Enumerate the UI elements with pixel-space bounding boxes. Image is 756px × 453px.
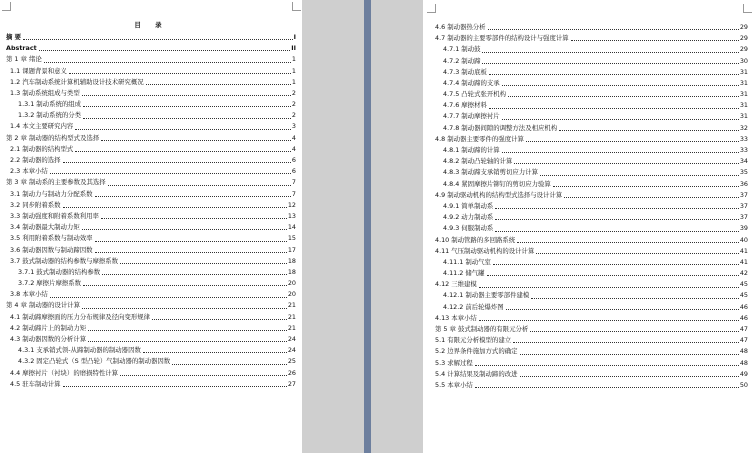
toc-entry[interactable]	[423, 112, 756, 123]
toc-entry-page: 37	[739, 213, 748, 222]
toc-entry-page: 12	[287, 200, 296, 209]
toc-entry[interactable]	[423, 134, 756, 145]
toc-entry[interactable]	[0, 222, 302, 233]
toc-entry-page: 4	[291, 133, 296, 142]
toc-entry-page: 36	[739, 179, 748, 188]
toc-dot-leader	[23, 39, 293, 40]
toc-dot-leader	[488, 29, 739, 30]
toc-entry-title: 4.8.1 制动蹄的计算	[443, 146, 500, 155]
toc-entry[interactable]	[0, 32, 302, 43]
toc-dot-leader	[520, 354, 739, 355]
toc-entry[interactable]	[423, 44, 756, 55]
toc-dot-leader	[83, 285, 287, 286]
toc-entry-page: 21	[287, 312, 296, 321]
toc-entry-title: 4.2 制动蹄片上的制动力矩	[10, 323, 87, 332]
toc-entry-title: 第 3 章 制动系的主要参数及其选择	[6, 178, 106, 187]
toc-entry-title: 3.7.2 摩擦片摩擦系数	[18, 279, 82, 288]
toc-entry[interactable]	[423, 291, 756, 302]
toc-dot-leader	[540, 175, 739, 176]
toc-entry-title: 4.4 摩擦衬片（衬块）的磨损特性计算	[10, 368, 119, 377]
toc-entry[interactable]	[0, 312, 302, 323]
toc-entry-page: 1	[291, 55, 296, 64]
toc-dot-leader	[63, 162, 291, 163]
toc-dot-leader	[82, 308, 287, 309]
toc-entry-title: 3.4 制动器最大制动力矩	[10, 223, 80, 232]
toc-entry-title: 3.7 鼓式制动器的结构参数与摩擦系数	[10, 256, 119, 265]
toc-entry[interactable]	[423, 346, 756, 357]
toc-dot-leader	[95, 241, 287, 242]
toc-entry[interactable]	[423, 324, 756, 335]
toc-entry-page: 29	[739, 22, 748, 31]
toc-entry-page: 37	[739, 201, 748, 210]
toc-dot-leader	[172, 364, 287, 365]
toc-entry[interactable]	[423, 235, 756, 246]
toc-entry-page: 45	[739, 291, 748, 300]
toc-entry[interactable]	[0, 110, 302, 121]
toc-entry-page: 13	[287, 211, 296, 220]
toc-entry-title: 1.3.1 制动系统的组成	[18, 100, 82, 109]
toc-page-right	[423, 0, 756, 453]
toc-entry[interactable]	[423, 33, 756, 44]
toc-entry-page: 20	[287, 290, 296, 299]
toc-entry-title: 1.3.2 制动系统的分类	[18, 111, 82, 120]
toc-entry-title: 4.7.6 摩擦材料	[443, 101, 487, 110]
toc-entry[interactable]	[423, 22, 756, 33]
toc-entry-title: 3.2 同步附着系数	[10, 200, 61, 209]
toc-entry[interactable]	[423, 201, 756, 212]
toc-entry-page: 31	[739, 78, 748, 87]
toc-entry-page: 1	[291, 77, 296, 86]
toc-entry-title: 1.4 本文主要研究内容	[10, 122, 74, 131]
toc-entry-title: 3.6 制动器因数与制动蹄因数	[10, 245, 93, 254]
toc-entry-page: 50	[739, 380, 748, 389]
toc-entry[interactable]	[0, 54, 302, 65]
toc-entry[interactable]	[0, 77, 302, 88]
crop-mark	[2, 2, 11, 11]
toc-entry-title: 5.5 本章小结	[435, 380, 473, 389]
toc-entry-page: I	[293, 32, 296, 41]
toc-entry-title: 4.11.2 储气罐	[443, 269, 485, 278]
toc-dot-leader	[508, 96, 739, 97]
toc-entry-title: 2.1 制动器的结构型式	[10, 144, 74, 153]
toc-entry-page: 14	[287, 223, 296, 232]
toc-dot-leader	[489, 108, 739, 109]
toc-entry-page: 20	[287, 279, 296, 288]
toc-entry-page: 18	[287, 267, 296, 276]
toc-dot-leader	[143, 352, 287, 353]
toc-dot-leader	[102, 274, 287, 275]
toc-dot-leader	[482, 63, 738, 64]
toc-entry[interactable]	[0, 356, 302, 367]
toc-dot-leader	[482, 52, 738, 53]
toc-entry-page: 35	[739, 168, 748, 177]
toc-entry[interactable]	[0, 144, 302, 155]
toc-entry[interactable]	[0, 233, 302, 244]
toc-dot-leader	[506, 309, 739, 310]
toc-entry-page: 41	[739, 257, 748, 266]
toc-entry-title: 4.11 气压制动驱动机构的设计计算	[435, 246, 535, 255]
toc-entry-page: 2	[291, 111, 296, 120]
toc-entry-page: 46	[739, 313, 748, 322]
toc-entry-title: 5.3 求解过程	[435, 358, 473, 367]
toc-entry-page: 32	[739, 123, 748, 132]
toc-dot-leader	[502, 152, 739, 153]
toc-dot-leader	[553, 186, 739, 187]
toc-entry-page: 27	[287, 379, 296, 388]
toc-entry[interactable]	[423, 358, 756, 369]
toc-entry-title: 4.7.3 制动底板	[443, 67, 487, 76]
toc-entry-title: 4.7.8 制动器间隙的调整方法及相应机构	[443, 123, 558, 132]
toc-dot-leader	[95, 252, 287, 253]
toc-entry-page: 33	[739, 134, 748, 143]
toc-entry-title: 4.8.3 制动蹄支承销剪切应力计算	[443, 168, 538, 177]
toc-entry[interactable]	[423, 179, 756, 190]
toc-entry[interactable]	[0, 66, 302, 77]
toc-dot-leader	[83, 118, 291, 119]
toc-entry-title: 4.7.2 制动蹄	[443, 56, 481, 65]
toc-entry-title: 3.7.1 鼓式制动器的结构参数	[18, 267, 101, 276]
toc-entry-page: 46	[739, 302, 748, 311]
toc-dot-leader	[50, 297, 287, 298]
toc-entry-page: 29	[739, 45, 748, 54]
toc-entry[interactable]	[0, 155, 302, 166]
toc-entry-page: 18	[287, 256, 296, 265]
toc-entry-title: 3.8 本章小结	[10, 290, 48, 299]
toc-entry-title: 3.5 利用附着系数与制动效率	[10, 234, 93, 243]
toc-entry-title: 2.2 制动器的选择	[10, 156, 61, 165]
toc-dot-leader	[75, 151, 291, 152]
toc-entry-title: Abstract	[6, 44, 37, 53]
toc-entry-title: 4.12.2 前后轮爆炸图	[443, 302, 504, 311]
crop-mark	[743, 4, 752, 13]
toc-entry-page: 39	[739, 224, 748, 233]
toc-entry[interactable]	[0, 368, 302, 379]
toc-entry-page: 7	[291, 178, 296, 187]
toc-entry-title: 1.2 汽车制动系统计算机辅助设计技术研究概况	[10, 77, 144, 86]
toc-entry-page: 2	[291, 100, 296, 109]
toc-entry-title: 4.8 制动器主要零件的强度计算	[435, 134, 524, 143]
toc-entry[interactable]	[423, 223, 756, 234]
toc-dot-leader	[44, 62, 291, 63]
toc-entry-title: 4.3 制动器因数的分析计算	[10, 335, 87, 344]
toc-entry-title: 3.1 制动力与制动力分配系数	[10, 189, 93, 198]
toc-entry[interactable]	[0, 379, 302, 390]
toc-dot-leader	[120, 263, 287, 264]
toc-dot-leader	[502, 119, 739, 120]
toc-list-right	[423, 22, 756, 391]
toc-entry-page: II	[291, 44, 296, 53]
toc-entry-title: 4.1 制动蹄摩擦面的压力分布规律及径向变形规律	[10, 312, 151, 321]
toc-entry-page: 31	[739, 67, 748, 76]
toc-entry-page: 24	[287, 335, 296, 344]
toc-entry-page: 48	[739, 347, 748, 356]
toc-entry-title: 4.7 制动器的主要零部件的结构设计与强度计算	[435, 34, 569, 43]
toc-entry-page: 24	[287, 346, 296, 355]
toc-entry[interactable]	[0, 133, 302, 144]
toc-dot-leader	[88, 330, 287, 331]
toc-entry-title: 4.7.4 制动蹄的支承	[443, 78, 500, 87]
toc-entry-page: 45	[739, 280, 748, 289]
toc-dot-leader	[82, 95, 291, 96]
toc-entry-page: 41	[739, 246, 748, 255]
toc-dot-leader	[514, 163, 738, 164]
toc-dot-leader	[495, 219, 739, 220]
toc-entry-title: 4.3.1 支承销式领-从蹄制动器的制动器因数	[18, 346, 141, 355]
toc-dot-leader	[101, 140, 291, 141]
toc-entry[interactable]	[0, 345, 302, 356]
toc-entry[interactable]	[423, 78, 756, 89]
toc-entry-title: 2.3 本章小结	[10, 167, 48, 176]
toc-dot-leader	[69, 73, 291, 74]
toc-entry-title: 第 1 章 绪论	[6, 55, 42, 64]
toc-entry-page: 2	[291, 88, 296, 97]
toc-entry[interactable]	[423, 56, 756, 67]
toc-entry-title: 4.5 驻车制动计算	[10, 379, 61, 388]
toc-dot-leader	[88, 341, 287, 342]
toc-entry[interactable]	[0, 99, 302, 110]
toc-entry-page: 42	[739, 269, 748, 278]
toc-entry-title: 3.3 制动强度和附着系数利用率	[10, 211, 99, 220]
toc-entry-title: 1.3 制动系统组成与类型	[10, 88, 80, 97]
toc-entry[interactable]	[423, 380, 756, 391]
toc-entry[interactable]	[423, 313, 756, 324]
toc-dot-leader	[479, 287, 739, 288]
toc-entry-page: 34	[739, 157, 748, 166]
toc-dot-leader	[75, 129, 291, 130]
toc-dot-leader	[146, 84, 291, 85]
toc-dot-leader	[63, 207, 287, 208]
toc-entry-page: 26	[287, 368, 296, 377]
toc-entry[interactable]	[0, 43, 302, 54]
toc-dot-leader	[493, 264, 739, 265]
toc-entry-title: 4.3.2 固定凸轮式（S 型凸轮）气制动器的制动器因数	[18, 357, 171, 366]
toc-entry[interactable]	[423, 89, 756, 100]
toc-entry-page: 4	[291, 144, 296, 153]
toc-page-left	[0, 0, 302, 453]
toc-entry[interactable]	[0, 267, 302, 278]
toc-dot-leader	[152, 319, 287, 320]
toc-entry[interactable]	[0, 301, 302, 312]
toc-entry-title: 摘 要	[6, 32, 22, 41]
toc-entry-page: 49	[739, 369, 748, 378]
toc-entry-title: 4.13 本章小结	[435, 313, 477, 322]
toc-dot-leader	[82, 229, 287, 230]
toc-dot-leader	[108, 185, 291, 186]
toc-entry[interactable]	[423, 67, 756, 78]
toc-entry[interactable]	[423, 190, 756, 201]
toc-entry-title: 5.4 计算结果及制动蹄的改进	[435, 369, 518, 378]
toc-entry[interactable]	[423, 167, 756, 178]
toc-dot-leader	[571, 40, 739, 41]
toc-dot-leader	[517, 242, 739, 243]
toc-entry-page: 1	[291, 66, 296, 75]
toc-dot-leader	[495, 208, 739, 209]
toc-entry-title: 4.9.3 伺服制动系	[443, 224, 494, 233]
toc-entry-page: 15	[287, 234, 296, 243]
toc-dot-leader	[95, 196, 291, 197]
toc-entry[interactable]	[0, 88, 302, 99]
toc-entry-title: 4.12 三维建模	[435, 280, 477, 289]
toc-entry[interactable]	[423, 100, 756, 111]
crop-mark	[427, 4, 436, 13]
toc-dot-leader	[520, 376, 739, 377]
toc-entry[interactable]	[0, 334, 302, 345]
toc-entry[interactable]	[423, 212, 756, 223]
toc-entry[interactable]	[423, 246, 756, 257]
toc-entry-page: 6	[291, 156, 296, 165]
toc-entry-title: 第 4 章 制动器的设计计算	[6, 301, 81, 310]
toc-entry[interactable]	[423, 335, 756, 346]
toc-dot-leader	[475, 365, 739, 366]
toc-dot-leader	[475, 387, 739, 388]
toc-entry-title: 4.7.5 凸轮式张开机构	[443, 90, 507, 99]
toc-entry-page: 47	[739, 336, 748, 345]
toc-dot-leader	[39, 50, 291, 51]
toc-entry[interactable]	[0, 189, 302, 200]
toc-entry-page: 21	[287, 323, 296, 332]
toc-entry[interactable]	[0, 245, 302, 256]
toc-dot-leader	[83, 106, 291, 107]
toc-entry-title: 第 2 章 制动器的结构型式及选择	[6, 133, 100, 142]
toc-entry-page: 6	[291, 167, 296, 176]
toc-entry-title: 5.1 有限元分析模型的建立	[435, 336, 512, 345]
toc-dot-leader	[495, 231, 739, 232]
toc-entry-title: 4.10 制动管路的多回路系统	[435, 235, 516, 244]
toc-entry[interactable]	[423, 369, 756, 380]
toc-entry-title: 4.9.1 简单制动系	[443, 201, 494, 210]
toc-dot-leader	[536, 253, 739, 254]
toc-dot-leader	[559, 130, 739, 131]
crop-mark	[292, 2, 301, 11]
toc-entry-title: 4.8.4 紧固摩擦片铆钉的剪切应力验算	[443, 179, 551, 188]
toc-dot-leader	[513, 342, 739, 343]
toc-entry-title: 4.7.7 制动摩擦衬片	[443, 112, 500, 121]
toc-dot-leader	[526, 141, 739, 142]
toc-entry-title: 4.11.1 制动气室	[443, 257, 491, 266]
toc-entry-page: 33	[739, 146, 748, 155]
toc-entry-title: 4.8.2 制动凸轮轴的计算	[443, 157, 513, 166]
toc-entry-page: 48	[739, 358, 748, 367]
toc-entry[interactable]	[0, 166, 302, 177]
toc-entry[interactable]	[0, 177, 302, 188]
page-gutter	[302, 0, 423, 453]
toc-entry-page: 37	[739, 190, 748, 199]
toc-entry-page: 31	[739, 112, 748, 121]
page-separator	[364, 0, 371, 453]
toc-entry[interactable]	[0, 200, 302, 211]
toc-dot-leader	[101, 218, 287, 219]
toc-dot-leader	[487, 275, 739, 276]
toc-entry[interactable]	[0, 323, 302, 334]
toc-entry-page: 40	[739, 235, 748, 244]
toc-entry-page: 7	[291, 189, 296, 198]
toc-entry-page: 3	[291, 122, 296, 131]
toc-entry[interactable]	[0, 256, 302, 267]
toc-entry[interactable]	[0, 289, 302, 300]
toc-dot-leader	[120, 375, 287, 376]
toc-entry-page: 25	[287, 357, 296, 366]
toc-entry-title: 4.6 制动器热分析	[435, 22, 486, 31]
toc-entry-title: 4.12.1 制动器主要零部件建模	[443, 291, 530, 300]
toc-entry-page: 30	[739, 56, 748, 65]
toc-dot-leader	[50, 173, 291, 174]
toc-entry[interactable]	[0, 122, 302, 133]
toc-dot-leader	[489, 74, 739, 75]
toc-entry-title: 4.9.2 动力制动系	[443, 213, 494, 222]
toc-entry[interactable]	[423, 123, 756, 134]
toc-entry[interactable]	[423, 279, 756, 290]
toc-title: 目 录	[134, 21, 168, 29]
toc-dot-leader	[502, 85, 739, 86]
toc-entry-page: 21	[287, 301, 296, 310]
toc-entry[interactable]	[423, 257, 756, 268]
toc-dot-leader	[564, 197, 739, 198]
toc-dot-leader	[530, 331, 739, 332]
toc-entry[interactable]	[0, 278, 302, 289]
toc-entry-title: 第 5 章 鼓式制动器的有限元分析	[435, 325, 529, 334]
toc-entry[interactable]	[0, 211, 302, 222]
toc-dot-leader	[479, 320, 739, 321]
toc-entry[interactable]	[423, 156, 756, 167]
toc-dot-leader	[531, 298, 739, 299]
toc-entry-page: 31	[739, 101, 748, 110]
toc-entry-page: 47	[739, 325, 748, 334]
toc-entry-title: 4.9 制动驱动机构的结构型式选择与设计计算	[435, 190, 563, 199]
toc-entry-page: 29	[739, 34, 748, 43]
toc-entry-title: 4.7.1 制动鼓	[443, 45, 481, 54]
toc-dot-leader	[63, 386, 287, 387]
toc-entry-title: 1.1 课题背景和意义	[10, 66, 67, 75]
toc-entry-title: 5.2 边界条件施加方式的确定	[435, 347, 518, 356]
toc-entry-page: 31	[739, 90, 748, 99]
toc-entry[interactable]	[423, 145, 756, 156]
toc-entry[interactable]	[423, 268, 756, 279]
toc-entry[interactable]	[423, 302, 756, 313]
toc-entry-page: 17	[287, 245, 296, 254]
toc-list-left	[0, 32, 302, 390]
